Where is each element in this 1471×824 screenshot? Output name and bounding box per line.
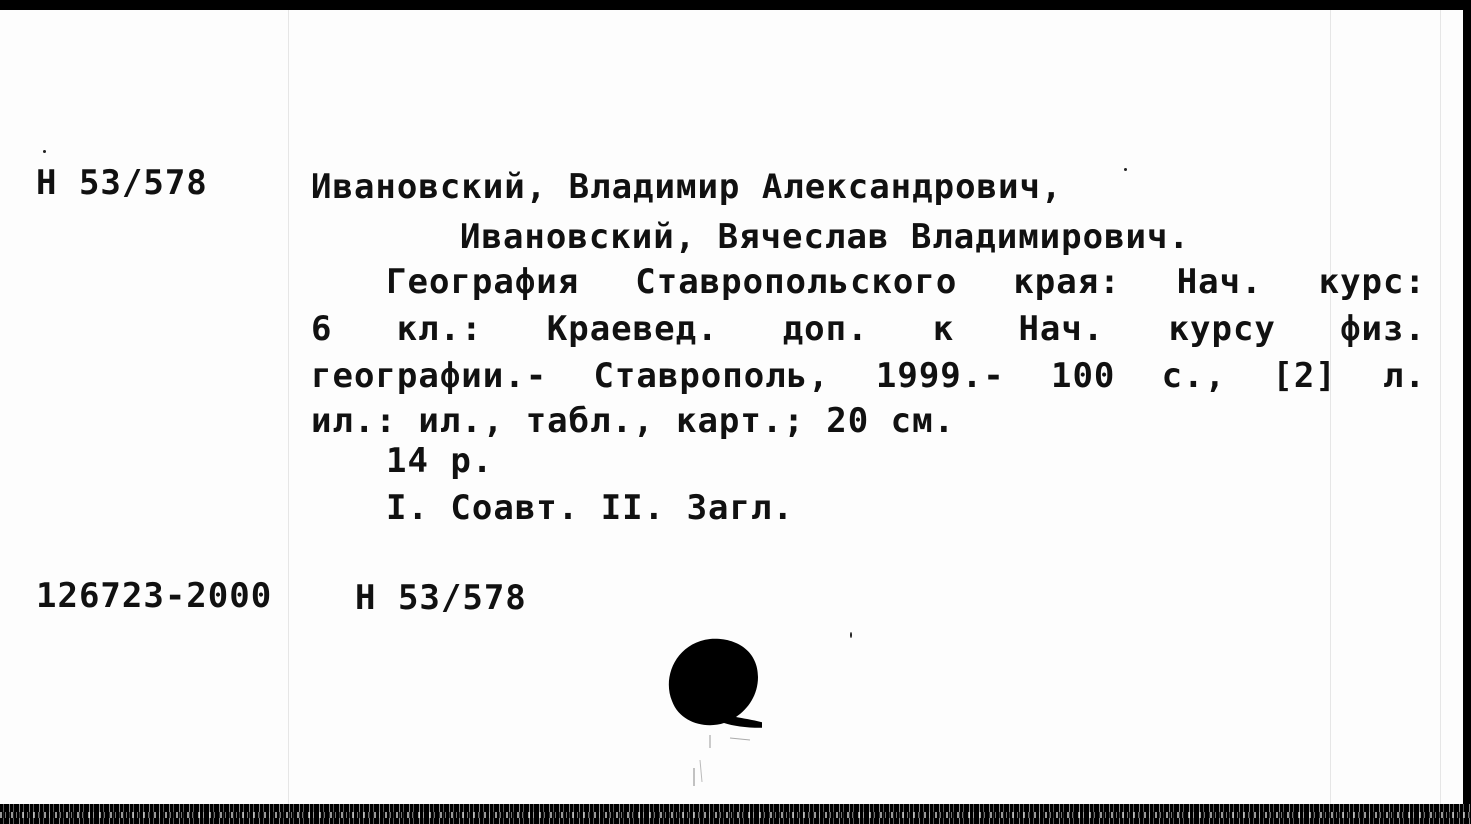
ink-speck xyxy=(850,632,852,638)
word: [2] xyxy=(1272,356,1337,396)
word: географии.- xyxy=(311,356,548,396)
scan-guide-line xyxy=(1440,10,1441,804)
author-secondary: Ивановский, Вячеслав Владимирович. xyxy=(460,217,1190,257)
word: Нач. xyxy=(1018,309,1105,349)
word: доп. xyxy=(782,309,869,349)
word: физ. xyxy=(1340,309,1426,349)
punch-hole-blot xyxy=(666,637,762,729)
word: 100 xyxy=(1050,356,1116,396)
price: 14 р. xyxy=(386,441,494,481)
tracings: I. Соавт. II. Загл. xyxy=(386,488,794,528)
word: Ставрополь, xyxy=(593,356,830,396)
word: 6 xyxy=(311,309,333,349)
word: с., xyxy=(1161,356,1227,396)
title-line-3 xyxy=(311,356,1426,396)
word: География xyxy=(386,262,580,302)
word: к xyxy=(932,309,955,349)
word: кл.: xyxy=(396,309,483,349)
word: курс: xyxy=(1318,262,1426,302)
word: курсу xyxy=(1168,309,1276,349)
call-number-bottom: Н 53/578 xyxy=(355,578,527,618)
word: края: xyxy=(1013,262,1121,302)
smudge-marks xyxy=(690,730,770,790)
card-right-edge xyxy=(1463,0,1471,824)
author-primary: Ивановский, Владимир Александрович, xyxy=(311,167,1063,207)
scan-guide-line xyxy=(288,10,289,804)
ink-speck xyxy=(43,150,46,153)
registration-number: 126723-2000 xyxy=(36,576,273,616)
card-top-edge xyxy=(0,0,1471,10)
scan-guide-line xyxy=(1330,10,1331,804)
word: л. xyxy=(1383,356,1426,396)
word: Ставропольского xyxy=(635,262,958,302)
call-number-top: Н 53/578 xyxy=(36,163,208,203)
word: Нач. xyxy=(1176,262,1263,302)
card-bottom-edge xyxy=(0,804,1471,824)
ink-speck xyxy=(1124,168,1127,171)
title-line-1 xyxy=(386,262,1426,302)
word: 1999.- xyxy=(875,356,1005,396)
title-line-4: ил.: ил., табл., карт.; 20 см. xyxy=(311,401,956,441)
title-line-2 xyxy=(311,309,1426,349)
word: Краевед. xyxy=(546,309,719,349)
